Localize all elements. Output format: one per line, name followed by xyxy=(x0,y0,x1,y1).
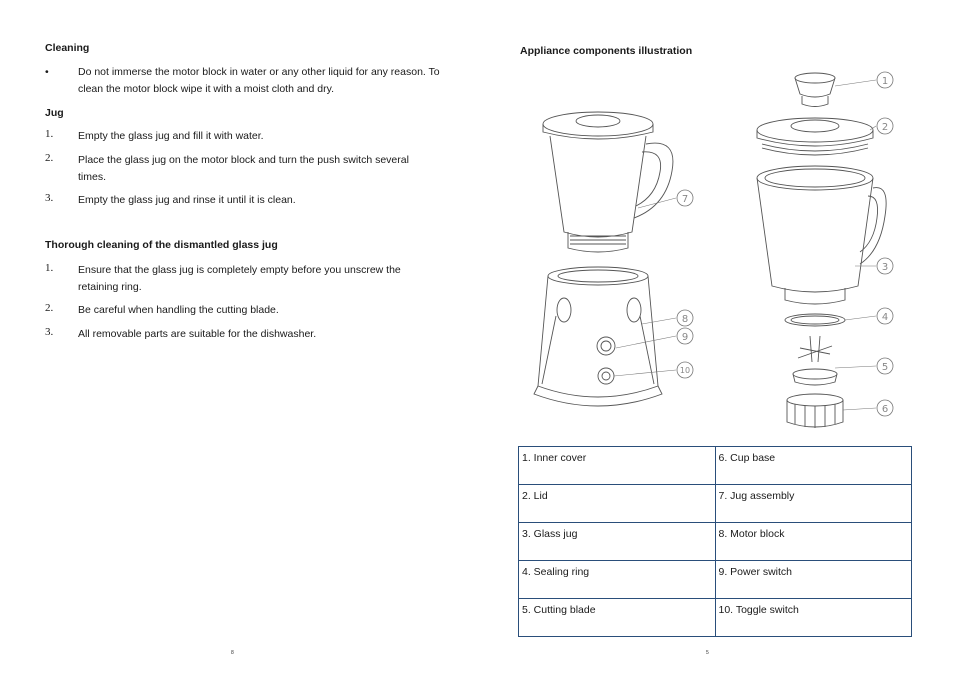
thorough-item-num-1: 1. xyxy=(45,262,54,274)
callout-9: 9 xyxy=(681,332,689,343)
thorough-heading: Thorough cleaning of the dismantled glass jug xyxy=(45,239,278,251)
page-number-left: 8 xyxy=(231,650,234,656)
table-row xyxy=(519,561,912,599)
thorough-item-2: Be careful when handling the cutting blade. xyxy=(78,304,279,316)
table-cell: 4. Sealing ring xyxy=(519,561,716,599)
bullet: • xyxy=(45,66,49,78)
thorough-item-num-3: 3. xyxy=(45,326,54,338)
blender-diagram xyxy=(530,66,910,438)
table-cell: 5. Cutting blade xyxy=(519,599,716,637)
page-number-right: 5 xyxy=(706,650,709,656)
table-row xyxy=(519,447,912,485)
thorough-item-1: Ensure that the glass jug is completely empty before you unscrew the retaining ring. xyxy=(78,264,401,293)
callout-8: 8 xyxy=(681,314,689,325)
jug-item-num-2: 2. xyxy=(45,152,54,164)
jug-item-1: Empty the glass jug and fill it with water. xyxy=(78,130,264,142)
callout-4: 4 xyxy=(881,312,889,323)
thorough-item-3: All removable parts are suitable for the dishwasher. xyxy=(78,328,317,340)
table-row xyxy=(519,523,912,561)
thorough-item-num-2: 2. xyxy=(45,302,54,314)
cleaning-text: Do not immerse the motor block in water or any other liquid for any reason. To clean the motor block wipe it with a moist cloth and dry. xyxy=(78,66,440,95)
illustration-heading: Appliance components illustration xyxy=(520,45,693,57)
table-row xyxy=(519,485,912,523)
jug-assembly-drawing xyxy=(543,112,673,252)
jug-item-num-1: 1. xyxy=(45,128,54,140)
table-row xyxy=(519,599,912,637)
table-cell: 1. Inner cover xyxy=(519,447,716,485)
callout-3: 3 xyxy=(881,262,889,273)
callout-1: 1 xyxy=(881,76,889,87)
jug-heading: Jug xyxy=(45,107,64,119)
callout-5: 5 xyxy=(881,362,889,373)
motor-block-drawing xyxy=(534,267,662,406)
callout-2: 2 xyxy=(881,122,889,133)
table-cell: 6. Cup base xyxy=(715,447,912,485)
table-cell: 2. Lid xyxy=(519,485,716,523)
table-cell: 10. Toggle switch xyxy=(715,599,912,637)
table-cell: 8. Motor block xyxy=(715,523,912,561)
jug-item-3: Empty the glass jug and rinse it until it is clean. xyxy=(78,194,296,206)
table-cell: 7. Jug assembly xyxy=(715,485,912,523)
exploded-parts-drawing xyxy=(757,73,889,428)
callout-7: 7 xyxy=(681,194,689,205)
table-cell: 3. Glass jug xyxy=(519,523,716,561)
jug-item-num-3: 3. xyxy=(45,192,54,204)
table-cell: 9. Power switch xyxy=(715,561,912,599)
cleaning-heading: Cleaning xyxy=(45,42,90,54)
components-table xyxy=(518,446,912,637)
callout-10: 10 xyxy=(679,366,691,375)
callout-6: 6 xyxy=(881,404,889,415)
jug-item-2: Place the glass jug on the motor block and turn the push switch several times. xyxy=(78,154,409,183)
